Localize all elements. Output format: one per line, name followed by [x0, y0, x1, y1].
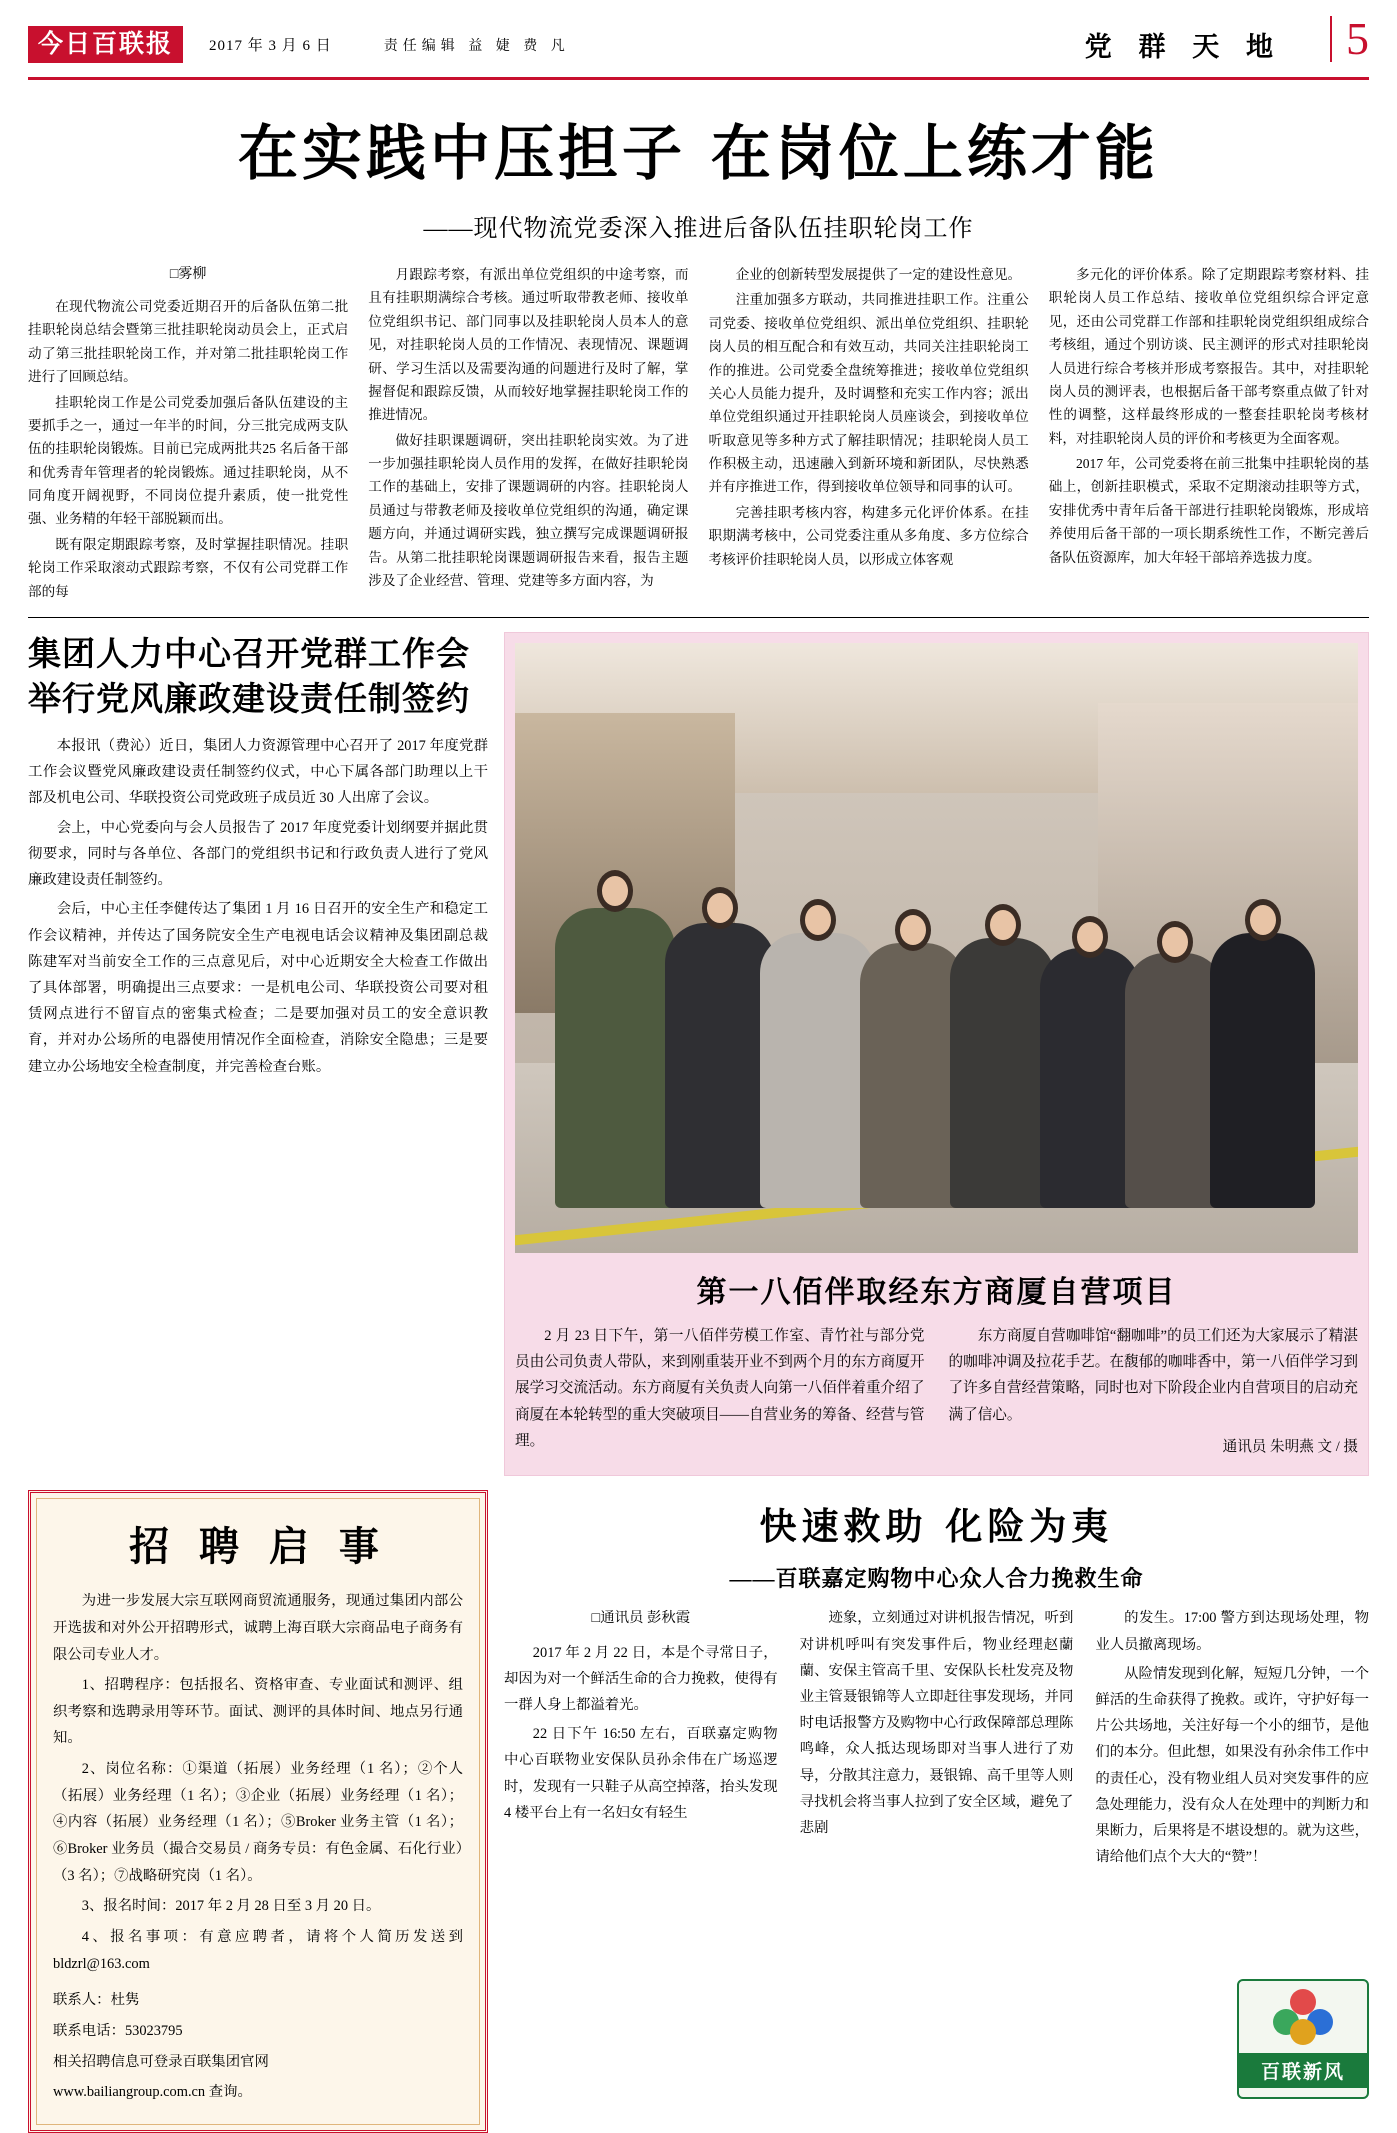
bottom-band [28, 1490, 1369, 2133]
paragraph: 挂职轮岗工作是公司党委加强后备队伍建设的主要抓手之一，通过一年半的时间，分三批完成两支队伍的挂职轮岗锻炼。目前已完成两批共25 名后备干部和优秀青年管理者的轮岗锻炼。通过挂职轮岗，从不同角度开阔视野，不同岗位提升素质，使一批党性强、业务精的年轻干部脱颖而出。 [28, 394, 349, 527]
recruitment-contact-phone: 联系电话：53023795 [53, 2022, 183, 2039]
lead-article [28, 263, 1369, 618]
hr-meeting-headline-line2: 举行党风廉政建设责任制签约 [28, 678, 470, 718]
photo-person-guide [1210, 933, 1315, 1208]
issue-date: 2017 年 3 月 6 日 [209, 38, 332, 54]
rescue-headline: 快速救助 化险为夷 [759, 1504, 1114, 1549]
photo-person-face [805, 905, 831, 935]
photo-person [760, 933, 875, 1208]
photo-person-head [597, 870, 633, 912]
middle-band [28, 632, 1369, 1476]
newspaper-logo: 今日百联报 [28, 26, 183, 64]
photo-person-face [1250, 905, 1276, 935]
photo-credit: 通讯员 朱明燕 文 / 摄 [1222, 1439, 1358, 1456]
paragraph: 3、报名时间：2017 年 2 月 28 日至 3 月 20 日。 [81, 1898, 381, 1915]
photo-story-text [515, 1323, 1358, 1463]
store-visit-photo [515, 643, 1358, 1253]
paragraph: 企业的创新转型发展提供了一定的建设性意见。 [735, 267, 1022, 282]
lead-byline: □雾柳 [169, 267, 207, 282]
paragraph: 东方商厦自营咖啡馆“翻咖啡”的员工们还为大家展示了精湛的咖啡冲调及拉花手艺。在馥郁的咖啡香中，第一八佰伴学习到了许多自营经营策略，同时也对下阶段企业内自营项目的启动充满了信心。 [948, 1327, 1358, 1423]
paragraph: 22 日下午 16:50 左右，百联嘉定购物中心百联物业安保队员孙余伟在广场巡逻时，发现有一只鞋子从高空掉落，抬头发现 4 楼平台上有一名妇女有轻生 [504, 1726, 778, 1821]
flower-icon [1273, 1989, 1333, 2047]
paragraph: 本报讯（费沁）近日，集团人力资源管理中心召开了 2017 年度党群工作会议暨党风廉政建设责任制签约仪式，中心下属各部门助理以上干部及机电公司、华联投资公司党政班子成员近 30 人出席了会议。 [28, 738, 488, 807]
paragraph: 从险情发现到化解，短短几分钟，一个鲜活的生命获得了挽救。或许，守护好每一片公共场地，关注好每一个小的细节，是他们的本分。但此想，如果没有孙余伟工作中的责任心，没有物业组人员对突发事件的应急处理能力，没有众人在处理中的判断力和果断力，后果将是不堪设想的。就为这些，请给他们点个大大的“赞”！ [1095, 1665, 1370, 1866]
paragraph: 注重加强多方联动，共同推进挂职工作。注重公司党委、接收单位党组织、派出单位党组织、挂职轮岗人员的相互配合和有效互动，共同关注挂职轮岗工作的推进。公司党委全盘统筹推进；接收单位党组织关心人员能力提升，及时调整和充实工作内容；派出单位党组织通过开挂职轮岗人员座谈会，到接收单位听取意见等多种方式了解挂职情况；挂职轮岗人员工作积极主动，迅速融入到新环境和新团队，尽快熟悉并有序推进工作，得到接收单位领导和同事的认可。 [708, 292, 1029, 495]
paragraph: 做好挂职课题调研，突出挂职轮岗实效。为了进一步加强挂职轮岗人员作用的发挥，在做好挂职轮岗工作的基础上，安排了课题调研的内容。挂职轮岗人员通过与带教老师及接收单位党组织的沟通，确定课题方向，并通过调研实践，独立撰写完成课题调研报告。从第二批挂职轮岗课题调研报告来看，报告主题涉及了企业经营、管理、党建等多方面内容，为 [368, 432, 689, 588]
recruitment-website[interactable]: www.bailiangroup.com.cn 查询。 [53, 2084, 252, 2101]
paragraph: 会后，中心主任李健传达了集团 1 月 16 日召开的安全生产和稳定工作会议精神，并传达了国务院安全生产电视电话会议精神及集团副总裁陈建军对当前安全工作的三点意见后，对中心近期安全大检查工作做出了具体部署，明确提出三点要求：一是机电公司、华联投资公司要对租赁网点进行不留盲点的密集式检查；二是要加强对员工的安全意识教育，并对办公场所的电器使用情况作全面检查，消除安全隐患；三是要建立办公场地安全检查制度，并完善检查台账。 [28, 901, 488, 1075]
photo-person-head [895, 909, 931, 951]
photo-crowd [555, 818, 1318, 1208]
section-title: 党 群 天 地 [1084, 32, 1283, 62]
lead-column-1 [28, 263, 348, 605]
paragraph: 会上，中心党委向与会人员报告了 2017 年度党委计划纲要并据此贯彻要求，同时与各单位、各部门的党组织书记和行政负责人进行了党风廉政建设责任制签约。 [28, 819, 488, 889]
rescue-body [504, 1605, 1369, 1873]
recruitment-body [53, 1588, 463, 2106]
photo-panel [504, 632, 1369, 1476]
photo-person-face [602, 876, 628, 906]
flower-petal [1290, 2019, 1316, 2045]
photo-person-face [990, 910, 1016, 940]
photo-text-column-1 [515, 1323, 925, 1463]
photo-story [504, 632, 1369, 1476]
bailian-new-style-badge [1237, 1979, 1369, 2099]
paragraph: 的发生。17:00 警方到达现场处理，物业人员撤离现场。 [1095, 1610, 1370, 1653]
paragraph: 2、岗位名称：①渠道（拓展）业务经理（1 名）；②个人（拓展）业务经理（1 名）；③企业（拓展）业务经理（1 名）；④内容（拓展）业务经理（1 名）；⑤Broker 业务主管（1 名）；⑥Broker 业务员（撮合交易员 / 商务专员：有色金属、石化行业）（3 名）；⑦战略研究岗（1 名）。 [53, 1761, 463, 1884]
rescue-subheadline: ——百联嘉定购物中心众人合力挽救生命 [729, 1566, 1144, 1592]
lead-column-4 [1049, 263, 1369, 605]
photo-person-head [985, 904, 1021, 946]
photo-person-head [1072, 916, 1108, 958]
photo-text-column-2 [949, 1323, 1359, 1463]
photo-person-head [1157, 921, 1193, 963]
lead-headline: 在实践中压担子 在岗位上练才能 [238, 119, 1159, 189]
rescue-column-2 [800, 1605, 1074, 1873]
hr-meeting-body [28, 733, 488, 1080]
paragraph: 2 月 23 日下午，第一八佰伴劳模工作室、青竹社与部分党员由公司负责人带队，来到刚重装开业不到两个月的东方商厦开展学习交流活动。东方商厦有关负责人向第一八佰伴着重介绍了商厦在本轮转型的重大突破项目——自营业务的筹备、经营与管理。 [515, 1327, 925, 1450]
hr-meeting-headline [28, 632, 488, 721]
paragraph: 多元化的评价体系。除了定期跟踪考察材料、挂职轮岗人员工作总结、接收单位党组织综合评定意见，还由公司党群工作部和挂职轮岗党组织组成综合考核组，通过个别访谈、民主测评的形式对挂职轮岗人员进行综合考核并形成考察报告。其中，对挂职轮岗人员的测评表，也根据后备干部考察重点做了针对性的调整，这样最终形成的一整套挂职轮岗考核材料，对挂职轮岗人员的评价和考核更为全面客观。 [1048, 267, 1369, 446]
paragraph: 完善挂职考核内容，构建多元化评价体系。在挂职期满考核中，公司党委注重从多角度、多方位综合考核评价挂职轮岗人员，以形成立体客观 [708, 504, 1029, 567]
recruitment-note: 相关招聘信息可登录百联集团官网 [53, 2053, 269, 2070]
recruitment-notice [28, 1490, 488, 2133]
paragraph: 1、招聘程序：包括报名、资格审查、专业面试和测评、组织考察和选聘录用等环节。面试、测评的具体时间、地点另行通知。 [53, 1677, 463, 1747]
photo-person [665, 923, 775, 1208]
paragraph: 迹象，立刻通过对讲机报告情况，听到对讲机呼叫有突发事件后，物业经理赵蘭蘭、安保主管高千里、安保队长杜发亮及物业主管聂银锦等人立即赶往事发现场，并同时电话报警方及购物中心行政保障部总理陈鸣峰，众人抵达现场即对当事人进行了劝导，分散其注意力，聂银锦、高千里等人则寻找机会将当事人拉到了安全区域，避免了悲剧 [799, 1610, 1074, 1837]
photo-person-face [707, 893, 733, 923]
photo-person-head [800, 899, 836, 941]
rescue-column-1 [504, 1605, 778, 1873]
paragraph: 在现代物流公司党委近期召开的后备队伍第二批挂职轮岗总结会暨第三批挂职轮岗动员会上，正式启动了第三批挂职轮岗工作，并对第二批挂职轮岗工作进行了回顾总结。 [28, 299, 349, 385]
masthead [28, 13, 1369, 80]
paragraph: 4、报名事项：有意应聘者，请将个人简历发送到 bldzrl@163.com [53, 1928, 463, 1972]
photo-person-face [1077, 922, 1103, 952]
hr-meeting-headline-line1: 集团人力中心召开党群工作会 [28, 633, 470, 673]
hr-meeting-article [28, 632, 488, 1476]
lead-column-3 [709, 263, 1029, 605]
paragraph: 为进一步发展大宗互联网商贸流通服务，现通过集团内部公开选拔和对外公开招聘形式，诚聘上海百联大宗商品电子商务有限公司专业人才。 [53, 1593, 463, 1663]
photo-caption: 第一八佰伴取经东方商厦自营项目 [696, 1274, 1177, 1310]
rescue-column-3 [1095, 1605, 1369, 1873]
paragraph: 2017 年 2 月 22 日，本是个寻常日子，却因为对一个鲜活生命的合力挽救，使得有一群人身上都溢着光。 [504, 1644, 778, 1713]
paragraph: 既有限定期跟踪考察，及时掌握挂职情况。挂职轮岗工作采取滚动式跟踪考察，不仅有公司党群工作部的每 [28, 536, 349, 599]
rescue-byline: □通讯员 彭秋霞 [591, 1610, 691, 1627]
photo-person-face [900, 915, 926, 945]
lead-column-2 [368, 263, 688, 605]
photo-person-head [702, 887, 738, 929]
photo-person-head [1245, 899, 1281, 941]
lead-subheadline: ——现代物流党委深入推进后备队伍挂职轮岗工作 [423, 216, 974, 242]
recruitment-contact-name: 联系人：杜隽 [53, 1992, 140, 2009]
paragraph: 2017 年，公司党委将在前三批集中挂职轮岗的基础上，创新挂职模式，采取不定期滚动挂职等方式，安排优秀中青年后备干部进行挂职轮岗锻炼，形成培养使用后备干部的一项长期系统性工作，不断完善后备队伍资源库，加大年轻干部培养选拔力度。 [1048, 456, 1369, 565]
photo-person-face [1162, 927, 1188, 957]
paragraph: 月跟踪考察，有派出单位党组织的中途考察，而且有挂职期满综合考核。通过听取带教老师、接收单位党组织书记、部门同事以及挂职轮岗人员本人的意见，对挂职轮岗人员的工作情况、表现情况、课题调研、学习生活以及需要沟通的问题进行及时了解，掌握督促和跟踪反馈，从而较好地掌握挂职轮岗工作的推进情况。 [368, 267, 689, 423]
lead-headline-block [28, 106, 1369, 243]
photo-person [555, 908, 675, 1208]
recruitment-title: 招 聘 启 事 [129, 1523, 387, 1571]
badge-label: 百联新风 [1239, 2053, 1367, 2088]
page-number: 5 [1330, 16, 1369, 62]
editors-line: 责任编辑 益 婕 费 凡 [383, 38, 570, 54]
